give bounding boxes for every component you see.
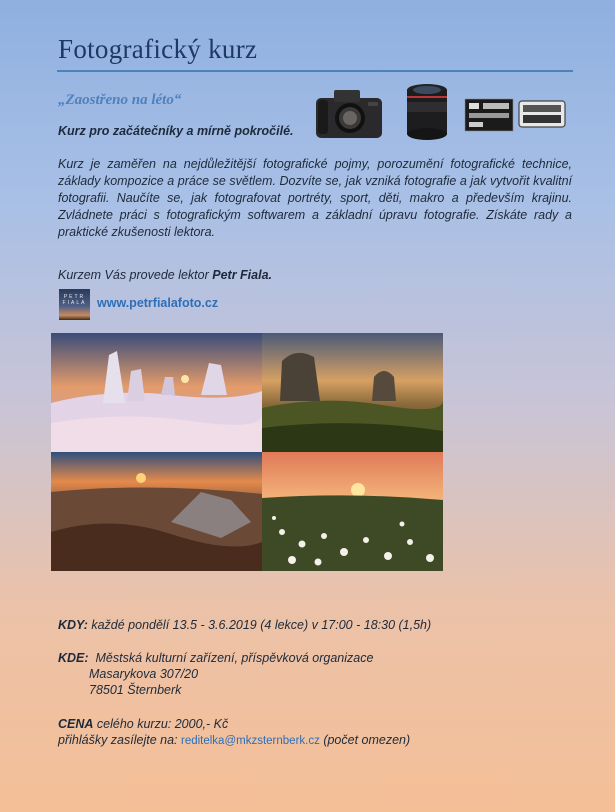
photo-daisy-meadow: [262, 452, 443, 571]
photo-castle-ruins: [262, 333, 443, 452]
lector-name: Petr Fiala.: [212, 268, 272, 282]
signup-note: (počet omezen): [319, 733, 411, 747]
title-underline: [57, 70, 573, 72]
where-label: KDE:: [58, 651, 89, 665]
logo-text: PETR FIALA: [62, 294, 87, 306]
info-where: [58, 650, 373, 698]
where-line2: Masarykova 307/20: [89, 667, 199, 681]
photo-rocky-sunset: [51, 452, 262, 571]
lector-line: [58, 268, 272, 282]
price-text: celého kurzu: 2000,- Kč: [93, 717, 229, 731]
website-link[interactable]: www.petrfialafoto.cz: [97, 296, 219, 310]
course-subtitle: „Zaostřeno na léto“: [58, 92, 182, 108]
camera-lcd-icon: [463, 93, 568, 133]
photo-winter-landscape: [51, 333, 262, 452]
camera-lens-icon: [403, 82, 451, 142]
where-line1: Městská kulturní zařízení, příspěvková organizace: [95, 651, 374, 665]
photo-collage: [51, 333, 443, 571]
where-line3: 78501 Šternberk: [89, 683, 182, 697]
course-description: Kurz je zaměřen na nejdůležitější fotografické pojmy, porozumění fotografické technice, základy kompozice a práce se světlem. Dozvíte se, jak vzniká fotografie a jak vytvořit kvalitní fotografii. Naučíte se, jak fotografovat portréty, sport, děti, makro a především krajinu. Zvládnete práci s fotografickým softwarem a základní úpravu fotografie. Získáte rady a praktické zkušenosti lektora.: [58, 157, 572, 239]
info-when: [58, 617, 431, 633]
when-text: každé pondělí 13.5 - 3.6.2019 (4 lekce) v 17:00 - 18:30 (1,5h): [87, 618, 432, 632]
camera-body-icon: [314, 88, 384, 140]
course-lead: Kurz pro začátečníky a mírně pokročilé.: [58, 124, 294, 138]
photographer-logo: [59, 289, 90, 320]
lector-prefix: Kurzem Vás provede lektor: [58, 268, 213, 282]
price-label: CENA: [58, 717, 94, 731]
info-price: [58, 716, 410, 749]
page-title: Fotografický kurz: [58, 34, 258, 64]
signup-text: přihlášky zasílejte na:: [58, 733, 181, 747]
when-label: KDY:: [58, 618, 88, 632]
signup-email-link[interactable]: reditelka@mkzsternberk.cz: [180, 735, 320, 747]
